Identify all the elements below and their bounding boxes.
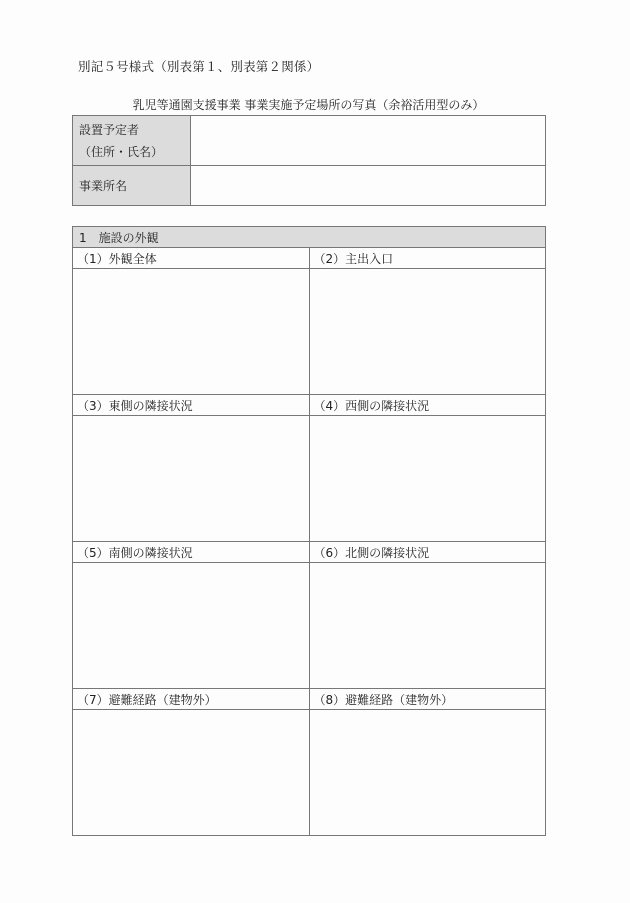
photo-slot-south-side[interactable]: [73, 563, 310, 689]
applicant-row: [73, 116, 546, 166]
photo-row: [73, 710, 546, 836]
photo-caption: （3）東側の隣接状況: [73, 395, 310, 416]
section-header: 1 施設の外観: [73, 227, 546, 248]
photo-caption: （4）西側の隣接状況: [309, 395, 546, 416]
photo-slot-exterior-overall[interactable]: [73, 269, 310, 395]
photo-slot-evacuation-route-1[interactable]: [73, 710, 310, 836]
caption-row: [73, 689, 546, 710]
facility-name-row: [73, 166, 546, 206]
photo-slot-north-side[interactable]: [309, 563, 546, 689]
applicant-label-line1: 設置予定者: [79, 122, 140, 137]
exterior-photo-table: [72, 226, 546, 836]
photo-caption: （5）南側の隣接状況: [73, 542, 310, 563]
document-title: 乳児等通園支援事業 事業実施予定場所の写真（余裕活用型のみ）: [132, 98, 485, 112]
photo-slot-evacuation-route-2[interactable]: [309, 710, 546, 836]
section-header-row: [73, 227, 546, 248]
form-number: 別記５号様式（別表第１、別表第２関係）: [78, 59, 320, 74]
applicant-value-field[interactable]: [191, 116, 546, 166]
photo-slot-east-side[interactable]: [73, 416, 310, 542]
caption-row: [73, 542, 546, 563]
facility-name-label: 事業所名: [73, 166, 191, 206]
photo-caption: （7）避難経路（建物外）: [73, 689, 310, 710]
photo-row: [73, 563, 546, 689]
photo-caption: （1）外観全体: [73, 248, 310, 269]
photo-caption: （8）避難経路（建物外）: [309, 689, 546, 710]
applicant-info-table: [72, 115, 546, 206]
photo-slot-main-entrance[interactable]: [309, 269, 546, 395]
photo-row: [73, 416, 546, 542]
photo-caption: （2）主出入口: [309, 248, 546, 269]
caption-row: [73, 395, 546, 416]
applicant-label-line2: （住所・氏名）: [79, 144, 164, 159]
facility-name-value-field[interactable]: [191, 166, 546, 206]
photo-row: [73, 269, 546, 395]
caption-row: [73, 248, 546, 269]
photo-slot-west-side[interactable]: [309, 416, 546, 542]
applicant-label: [73, 116, 191, 166]
photo-caption: （6）北側の隣接状況: [309, 542, 546, 563]
